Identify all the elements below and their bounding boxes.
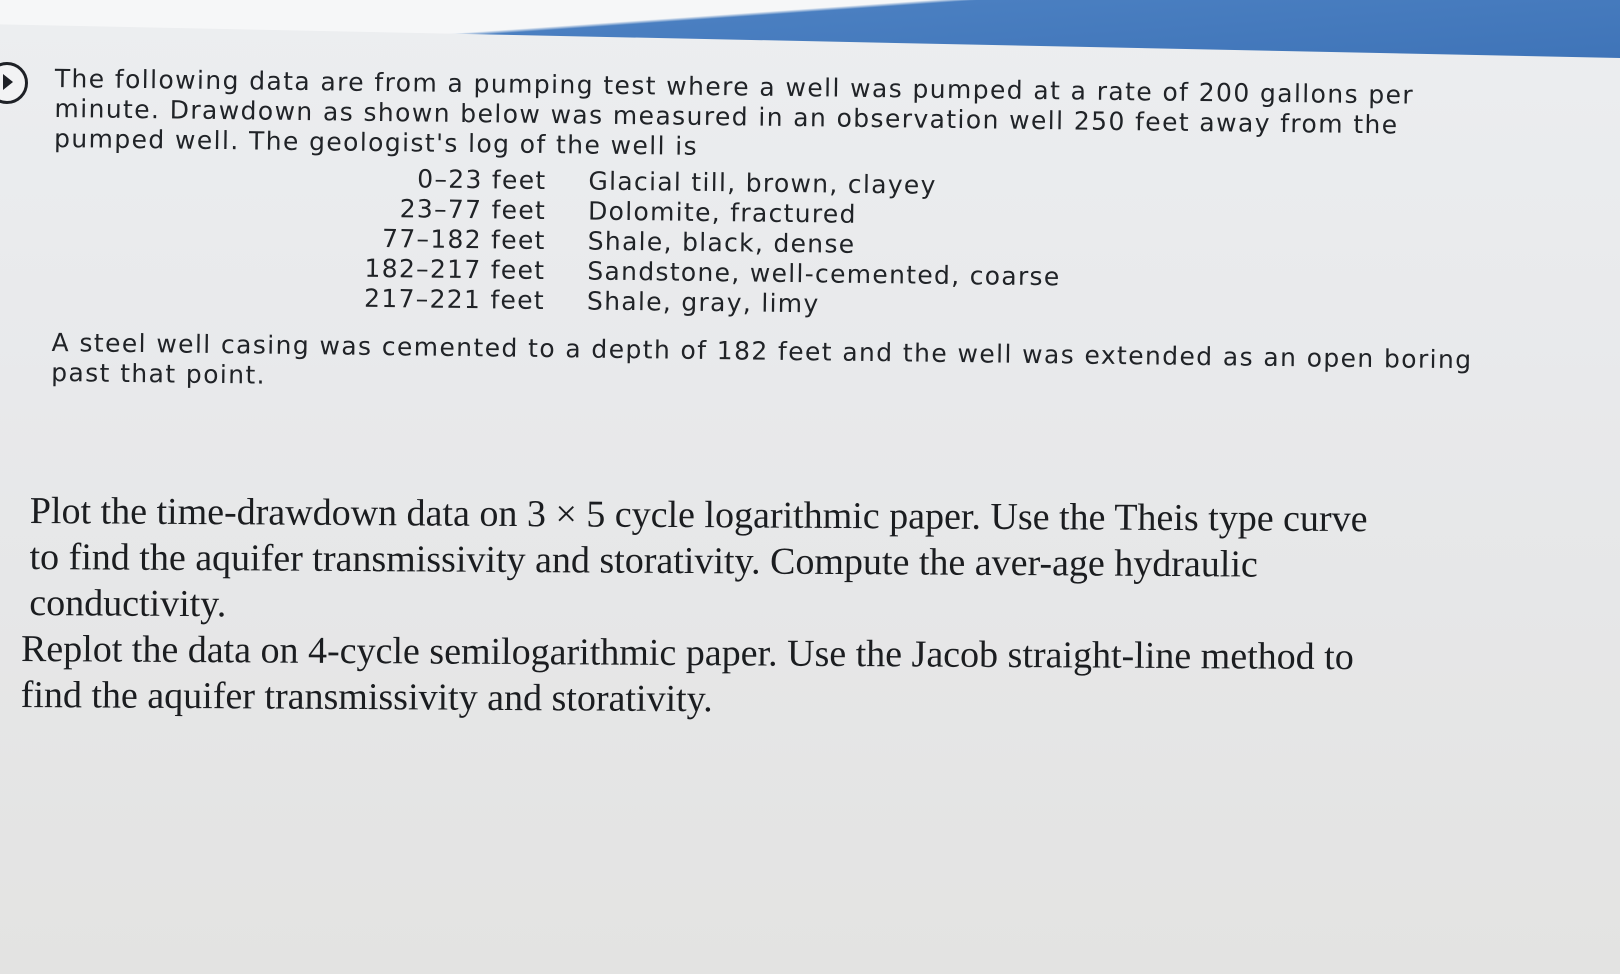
casing-note: A steel well casing was cemented to a depth of 182 feet and the well was extended as an open boring past that point. [51,327,1473,390]
log-description: Glacial till, brown, clayey [588,166,937,200]
task-list [21,488,1402,726]
task-jacob-paragraph: Replot the data on 4-cycle semilogarithmic paper. Use the Jacob straight-line method to find the aquifer transmissivity and storativity. [20,627,1354,721]
log-description: Shale, black, dense [587,226,856,259]
task-theis-paragraph: Plot the time-drawdown data on 3 × 5 cycle logarithmic paper. Use the Theis type curve to find the aquifer transmissivity and storativity. Compute the aver-age hydraulic conductivity. [29,490,1368,626]
log-depth: 182–217 feet [364,253,546,286]
problem-intro: The following data are from a pumping test where a well was pumped at a rate of 200 gallons per minute. Drawdown as shown below was measured in an observation well 250 feet away from the pumped well. The geologist's log of the well is [53,64,1415,161]
log-depth: 77–182 feet [381,224,546,256]
top-blue-bar [0,0,1620,58]
log-description: Dolomite, fractured [587,196,857,229]
problem-marker-icon [0,62,28,104]
log-depth: 23–77 feet [399,194,547,226]
geologist-log-table [364,164,1062,322]
log-depth: 217–221 feet [363,283,546,316]
log-description: Shale, gray, limy [586,286,820,319]
log-depth: 0–23 feet [417,164,547,196]
log-description: Sandstone, well-cemented, coarse [587,256,1061,292]
problem-statement [51,64,1565,406]
